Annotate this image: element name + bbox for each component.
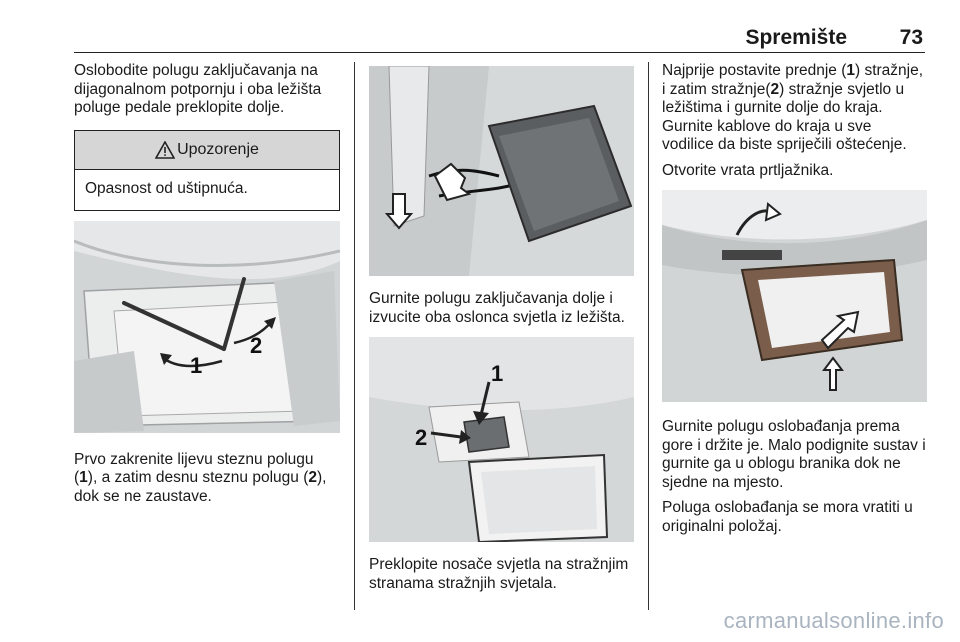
instruction-ref-1: 1 <box>846 62 855 79</box>
instruction-text-part: ) stražnje svjetlo u ležištima i gurnite dolje do kraja. Gurnite kablove do kraja u sve vodilice da biste spriječili oštećenje. <box>662 80 907 153</box>
figure-label-1: 1 <box>491 361 504 386</box>
instruction-text-part: Najprije postavite prednje ( <box>662 62 847 79</box>
column-divider <box>648 62 649 610</box>
figure-label-1: 1 <box>190 352 203 378</box>
figure-label-2: 2 <box>415 425 428 450</box>
page-number: 73 <box>899 26 923 49</box>
watermark: carmanualsonline.info <box>723 608 944 633</box>
caption-text: ), a zatim desnu steznu polugu ( <box>87 469 309 486</box>
figure-label-2: 2 <box>250 332 263 358</box>
caption-text: Prvo zakrenite lijevu steznu polugu ( <box>74 450 314 486</box>
figure-caption <box>74 451 340 507</box>
page-title: Spremište <box>745 26 847 49</box>
column-2 <box>369 62 634 600</box>
figure-caption: Gurnite polugu zaključavanja dolje i izvucite oba oslonca svjetla iz ležišta. <box>369 290 625 326</box>
caption-ref-1: 1 <box>79 469 88 486</box>
warning-header <box>75 131 339 170</box>
figure-bumper-insert <box>662 190 927 402</box>
warning-icon <box>155 141 175 159</box>
instruction-text: Otvorite vrata prtljažnika. <box>662 161 834 179</box>
column-3 <box>662 62 927 543</box>
figure-caption: Preklopite nosače svjetla na stražnjim stranama stražnjih svjetala. <box>369 556 629 592</box>
warning-title: Upozorenje <box>177 140 259 158</box>
figure-light-lever <box>369 66 634 276</box>
warning-box <box>74 130 340 211</box>
caption-text: ), dok se ne zaustave. <box>74 469 327 505</box>
caption-ref-2: 2 <box>308 469 317 486</box>
column-divider <box>354 62 355 610</box>
intro-text: Oslobodite polugu zaključavanja na dijagonalnom potpornju i oba ležišta poluge pedale preklopite dolje. <box>74 62 322 116</box>
figure-pedal-levers <box>74 221 340 433</box>
column-1 <box>74 62 340 513</box>
instruction-ref-2: 2 <box>770 80 780 98</box>
figure-caption: Gurnite polugu oslobađanja prema gore i držite je. Malo podignite sustav i gurnite ga u oblogu branika dok ne sjedne na mjesto. <box>662 418 926 491</box>
instruction-text <box>662 62 927 155</box>
warning-text: Opasnost od uštipnuća. <box>85 179 248 197</box>
instruction-text-part: ) stražnje, i zatim stražnje( <box>662 62 924 98</box>
figure-caption: Poluga oslobađanja se mora vratiti u originalni položaj. <box>662 499 913 535</box>
figure-light-support <box>369 337 634 542</box>
page-header <box>74 22 925 53</box>
